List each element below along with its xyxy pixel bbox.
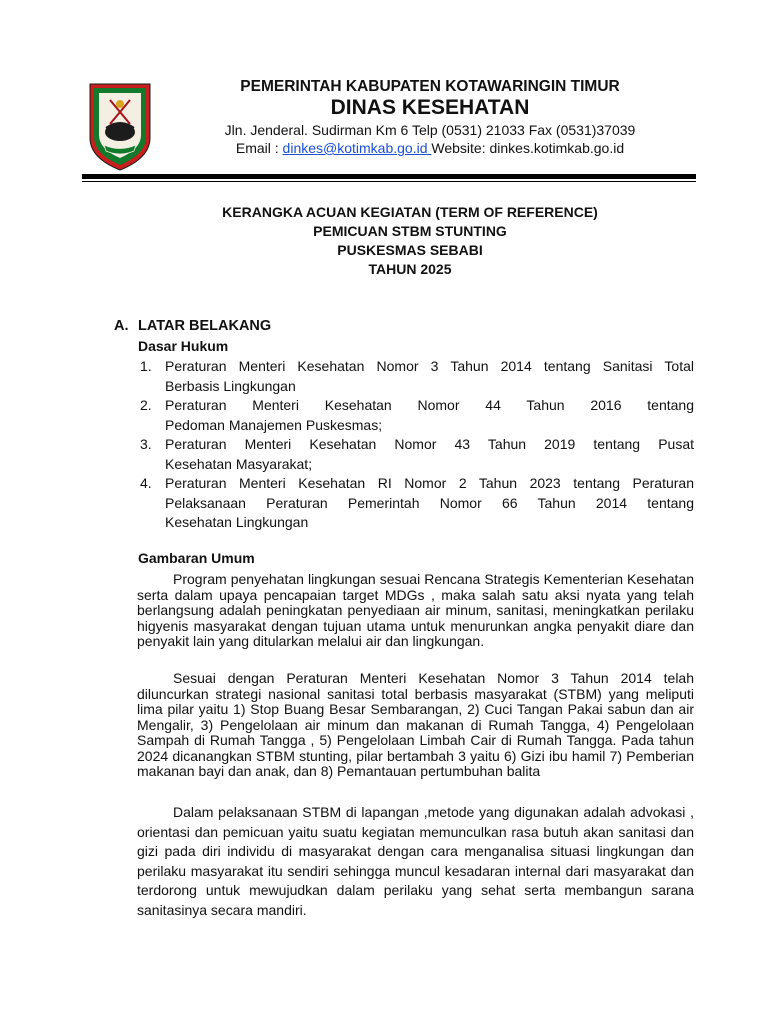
- paragraph-text: Program penyehatan lingkungan sesuai Rencana Strategis Kementerian Kesehatan serta dalam upaya pencapaian target MDGs , maka salah satu aksi nyata yang telah berlangsung adalah peningkatan penyediaan air minum, sanitasi, meningkatkan perilaku higyenis masyarakat dengan tujuan utama untuk menurunkan angka penyakit diare dan penyakit lain yang ditularkan melalui air dan lingkungan.: [137, 571, 694, 649]
- list-item-number: 4.: [140, 475, 152, 491]
- list-item-line: Peraturan Menteri Kesehatan Nomor 44 Tahun 2016 tentang: [165, 397, 694, 413]
- gambaran-umum-heading: Gambaran Umum: [138, 550, 255, 566]
- list-item-number: 3.: [140, 436, 152, 452]
- agency-name: DINAS KESEHATAN: [330, 96, 530, 119]
- list-item-line: Kesehatan Masyarakat;: [165, 455, 313, 472]
- dasar-hukum-heading: Dasar Hukum: [138, 338, 229, 354]
- gambaran-umum-paragraph-3: [137, 803, 694, 920]
- list-item-number: 2.: [140, 397, 152, 413]
- email-link[interactable]: dinkes@kotimkab.go.id: [282, 140, 432, 156]
- document-title-line-4: TAHUN 2025: [368, 261, 452, 277]
- list-item-line: Peraturan Menteri Kesehatan Nomor 43 Tahun 2019 tentang Pusat: [165, 436, 694, 452]
- list-item-line: Berbasis Lingkungan: [165, 377, 296, 394]
- kotawaringin-timur-emblem-icon: [88, 80, 152, 172]
- list-item: [140, 435, 694, 474]
- list-item: [140, 396, 694, 435]
- email-label: Email :: [235, 140, 283, 156]
- document-title-line-3: PUSKESMAS SEBABI: [337, 242, 483, 258]
- paragraph-text: Dalam pelaksanaan STBM di lapangan ,metode yang digunakan adalah advokasi , orientasi dan pemicuan yaitu suatu kegiatan memunculkan rasa butuh akan sanitasi dan gizi pada diri individu di masyarakat dengan cara menganalisa situasi lingkungan dan perilaku masyarakat itu sendiri sehingga muncul kesadaran internal dari masyarakat dan terdorong untuk mewujudkan dalam perilaku yang sehat serta membangun sarana sanitasinya secara mandiri.: [137, 804, 694, 918]
- gambaran-umum-paragraph-2: [137, 671, 694, 780]
- list-item-line: Kesehatan Lingkungan: [165, 514, 309, 530]
- list-item: [140, 357, 694, 396]
- list-item: [140, 474, 694, 533]
- list-item-line: Peraturan Menteri Kesehatan Nomor 3 Tahun 2014 tentang Sanitasi Total: [165, 358, 694, 374]
- section-title: LATAR BELAKANG: [138, 318, 272, 334]
- dasar-hukum-list: [140, 357, 694, 533]
- section-letter: A.: [114, 318, 129, 334]
- contact-line: [150, 140, 710, 156]
- list-item-line: Peraturan Menteri Kesehatan RI Nomor 2 Tahun 2023 tentang Peraturan: [165, 475, 694, 491]
- list-item-line: Pelaksanaan Peraturan Pemerintah Nomor 66 Tahun 2014 tentang: [165, 494, 694, 511]
- government-name: PEMERINTAH KABUPATEN KOTAWARINGIN TIMUR: [240, 78, 620, 95]
- header-divider-thick: [82, 174, 696, 179]
- paragraph-text: Sesuai dengan Peraturan Menteri Kesehatan Nomor 3 Tahun 2014 telah diluncurkan strategi nasional sanitasi total berbasis masyarakat (STBM) yang meliputi lima pilar yaitu 1) Stop Buang Besar Sembarangan, 2) Cuci Tangan Pakai sabun dan air Mengalir, 3) Pengelolaan air minum dan makanan di Rumah Tangga, 4) Pengelolaan Sampah di Rumah Tangga , 5) Pengelolaan Limbah Cair di Rumah Tangga. Pada tahun 2024 dicanangkan STBM stunting, pilar bertambah 3 yaitu 6) Gizi ibu hamil 7) Pemberian makanan bayi dan anak, dan 8) Pemantauan pertumbuhan balita: [137, 670, 694, 779]
- list-item-number: 1.: [140, 358, 152, 374]
- document-title-line-1: KERANGKA ACUAN KEGIATAN (TERM OF REFERENCE): [222, 204, 598, 220]
- header-divider-thin: [82, 181, 696, 182]
- agency-address: Jln. Jenderal. Sudirman Km 6 Telp (0531) 21033 Fax (0531)37039: [224, 122, 636, 138]
- section-a-heading: [114, 318, 271, 334]
- document-title-line-2: PEMICUAN STBM STUNTING: [313, 223, 507, 239]
- gambaran-umum-paragraph-1: [137, 572, 694, 650]
- list-item-line: Pedoman Manajemen Puskesmas;: [165, 416, 383, 433]
- website-text: Website: dinkes.kotimkab.go.id: [431, 140, 625, 156]
